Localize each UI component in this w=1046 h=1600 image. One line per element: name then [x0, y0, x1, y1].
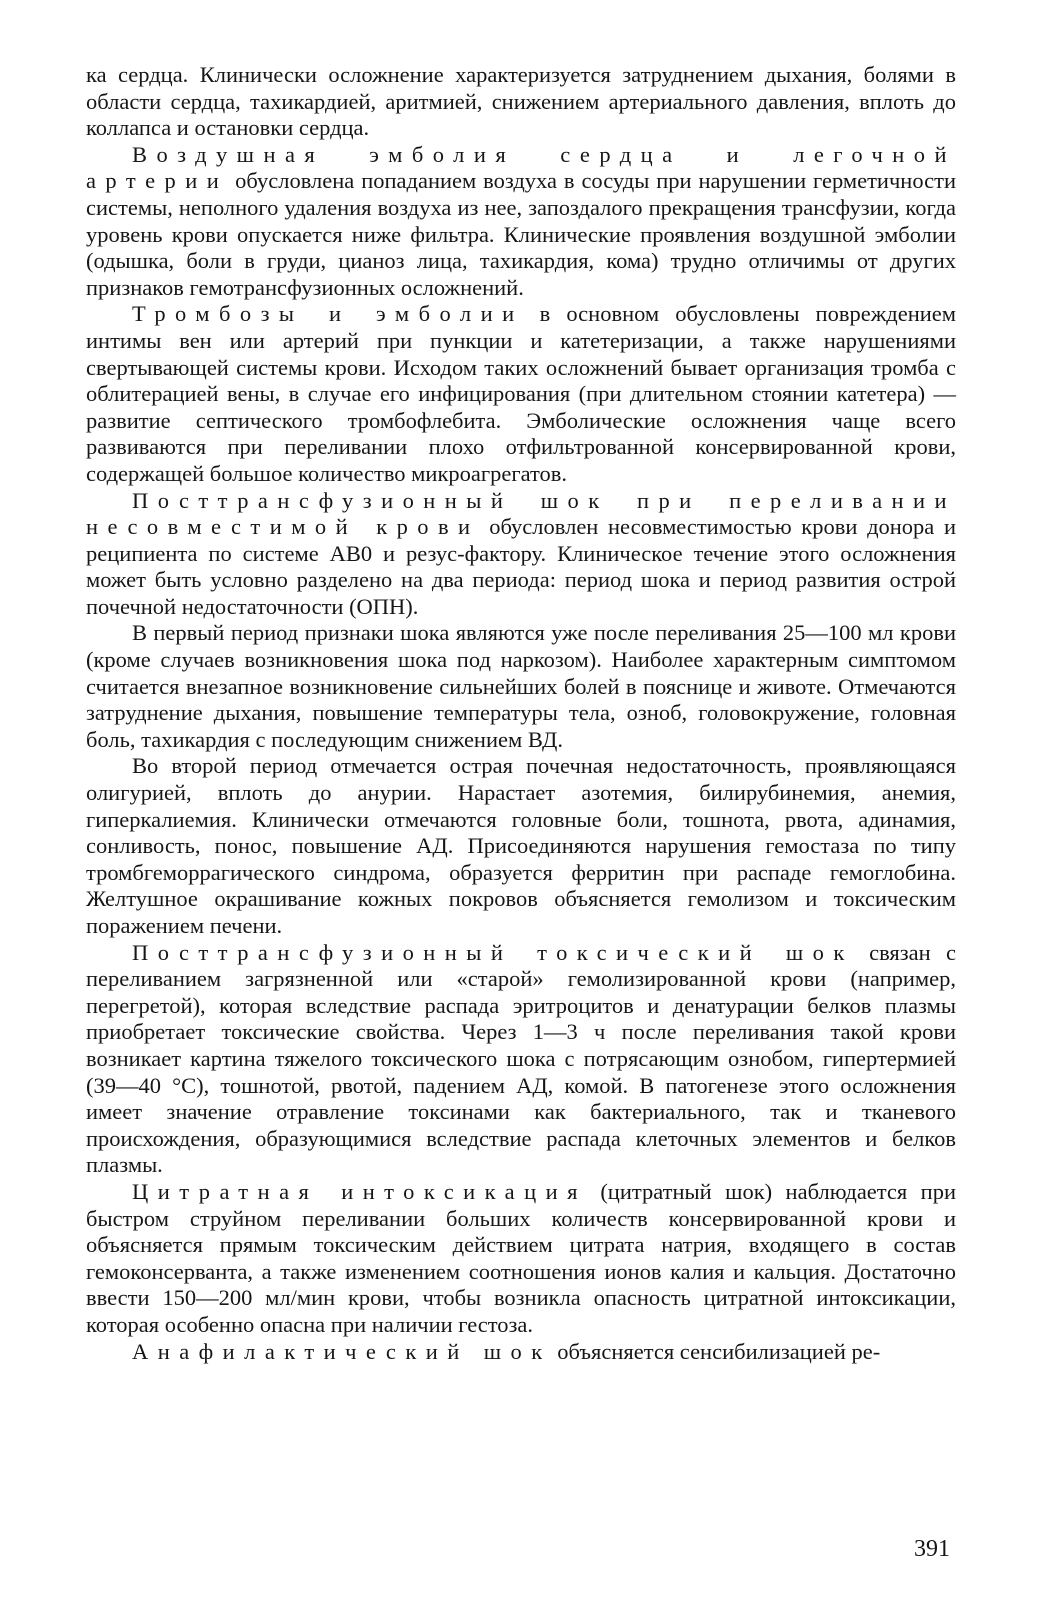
term-lead: Воздушная эмболия сердца и легочной артерии: [86, 141, 956, 194]
paragraph-text: объясняется сенсибилизацией ре-: [551, 1338, 881, 1364]
paragraph-4: [86, 488, 956, 621]
body-text: [86, 62, 956, 1365]
paragraph-text: ка сердца. Клинически осложнение характеризуется затруднением дыхания, болями в области сердца, тахикардией, аритмией, снижением артериального давления, вплоть до коллапса и остановки сердца.: [86, 62, 956, 141]
paragraph-1: [86, 62, 956, 142]
paragraph-text: Во второй период отмечается острая почечная недостаточность, проявляющаяся олигурией, вплоть до анурии. Нарастает азотемия, билирубинемия, анемия, гиперкалиемия. Клинически отмечаются головные боли, тошнота, рвота, адинамия, сонливость, понос, повышение АД. Присоединяются нарушения гемостаза по типу тромбгеморрагического синдрома, образуется ферритин при распаде гемоглобина. Желтушное окрашивание кожных покровов объясняется гемолизом и токсическим поражением печени.: [86, 753, 956, 938]
paragraph-text: в основном обусловлены повреждением интимы вен или артерий при пункции и катетеризации, а также нарушениями свертывающей системы крови. Исходом таких осложнений бывает организация тромба с облитерацией вены, в случае его инфицирования (при длительном стоянии катетера) — развитие септического тромбофлебита. Эмболические осложнения чаще всего развиваются при переливании плохо отфильтрованной консервированной крови, содержащей большое количество микроагрегатов.: [86, 301, 956, 486]
paragraph-9: [86, 1339, 956, 1366]
paragraph-text: обусловлен несовместимостью крови донора и реципиента по системе АВ0 и резус-фактору. Клиническое течение этого осложнения может быть условно разделено на два периода: период шока и период развития острой почечной недостаточности (ОПН).: [86, 514, 956, 619]
paragraph-text: (цитратный шок) наблюдается при быстром струйном переливании больших количеств консервированной крови и объясняется прямым токсическим действием цитрата натрия, входящего в состав гемоконсерванта, а также изменением соотношения ионов калия и кальция. Достаточно ввести 150—200 мл/мин крови, чтобы возникла опасность цитратной интоксикации, которая особенно опасна при наличии гестоза.: [86, 1178, 956, 1337]
page-number: 391: [914, 1536, 950, 1562]
paragraph-text: В первый период признаки шока являются уже после переливания 25—100 мл крови (кроме случаев возникновения шока под наркозом). Наиболее характерным симптомом считается внезапное возникновение сильнейших болей в пояснице и животе. Отмечаются затруднение дыхания, повышение температуры тела, озноб, головокружение, головная боль, тахикардия с последующим снижением ВД.: [86, 620, 956, 752]
paragraph-5: [86, 620, 956, 753]
paragraph-3: [86, 301, 956, 487]
paragraph-8: [86, 1179, 956, 1339]
paragraph-2: [86, 142, 956, 302]
term-lead: Тромбозы и эмболии: [132, 301, 524, 327]
paragraph-text: обусловлена попаданием воздуха в сосуды при нарушении герметичности системы, неполного удаления воздуха из нее, запоздалого прекращения трансфузии, когда уровень крови опускается ниже фильтра. Клинические проявления воздушной эмболии (одышка, боли в груди, цианоз лица, тахикардия, кома) трудно отличимы от других признаков гемотрансфузионных осложнений.: [86, 168, 956, 300]
paragraph-6: [86, 753, 956, 939]
term-lead: Цитратная интоксикация: [132, 1178, 587, 1204]
term-lead: Анафилактический шок: [132, 1338, 552, 1364]
term-lead: Посттрансфузионный токсический шок: [132, 939, 854, 965]
paragraph-text: связан с переливанием загрязненной или «старой» гемолизированной крови (например, перегретой), которая вследствие распада эритроцитов и денатурации белков плазмы приобретает токсические свойства. Через 1—3 ч после переливания такой крови возникает картина тяжелого токсического шока с потрясающим ознобом, гипертермией (39—40 °С), тошнотой, рвотой, падением АД, комой. В патогенезе этого осложнения имеет значение отравление токсинами как бактериального, так и тканевого происхождения, образующимися вследствие распада клеточных элементов и белков плазмы.: [86, 939, 956, 1178]
paragraph-7: [86, 940, 956, 1179]
term-lead: Посттрансфузионный шок при переливании несовместимой крови: [86, 487, 956, 540]
